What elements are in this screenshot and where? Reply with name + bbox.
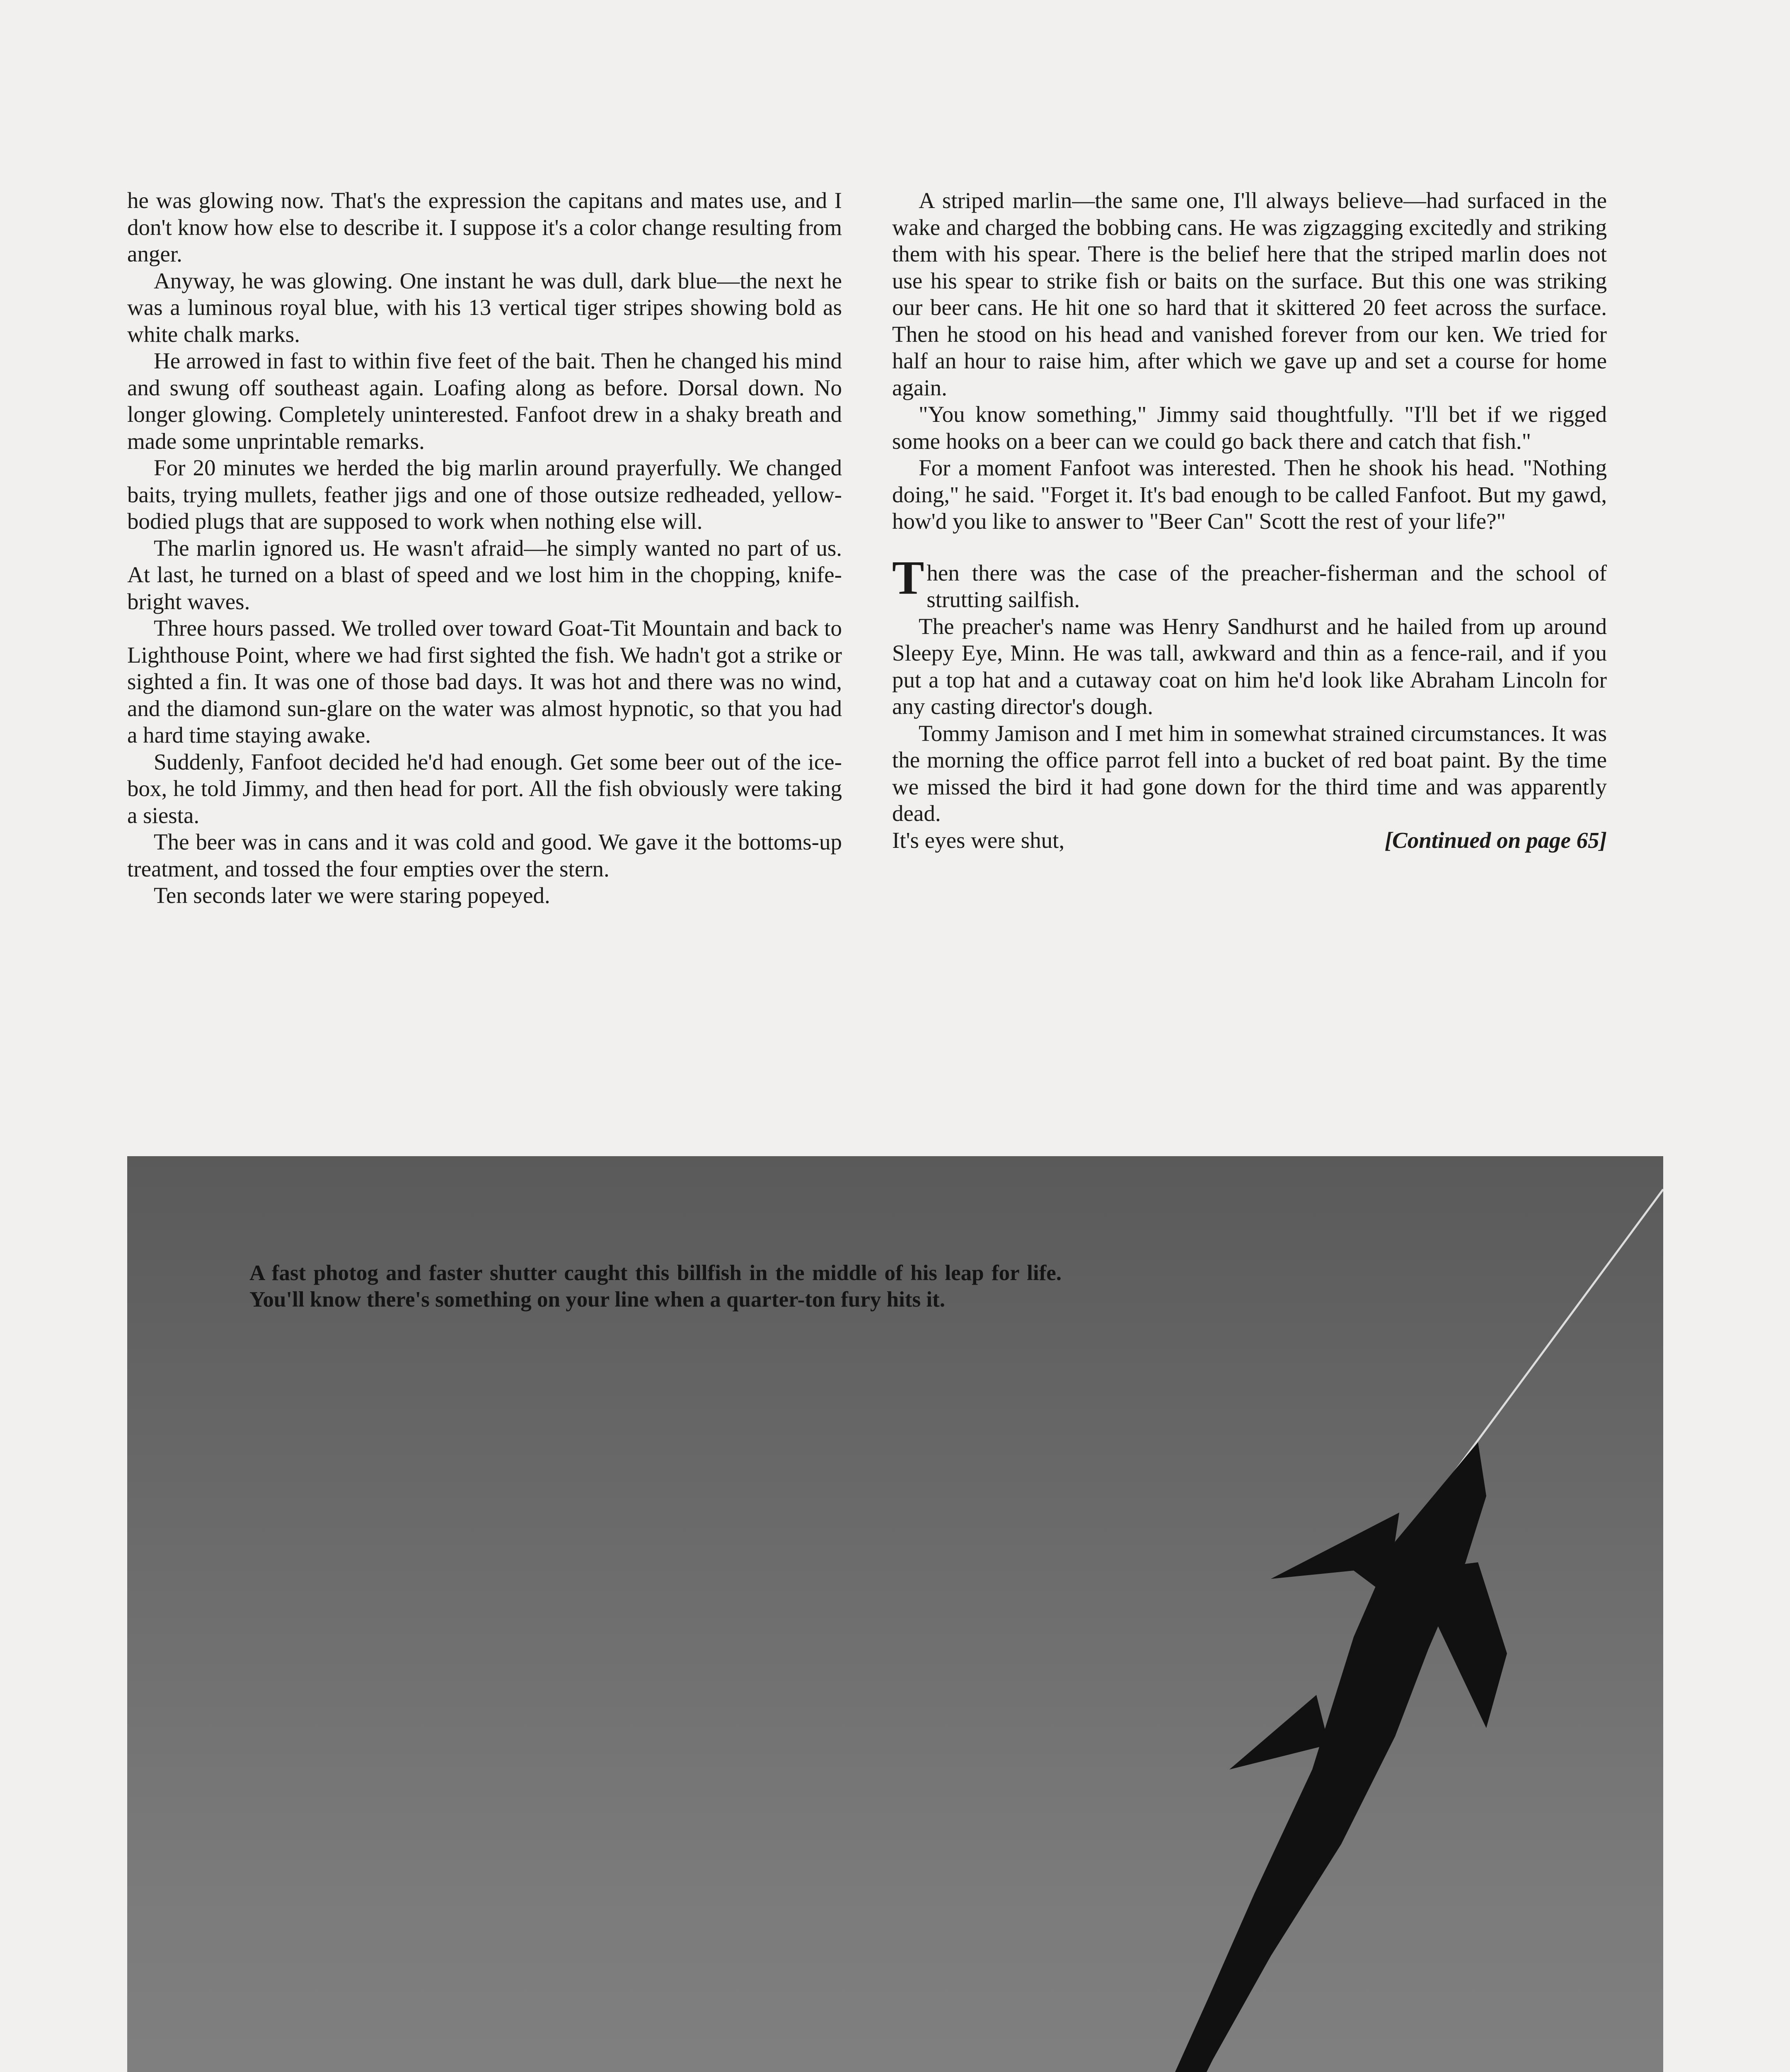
paragraph: Three hours passed. We trolled over toward Goat-Tit Mountain and back to Lighthouse Point, where we had first sighted the fish. We hadn't got a strike or sighted a fin. It was one of those bad days. It was hot and there was no wind, and the diamond sun-glare on the water was almost hypnotic, so that you had a hard time staying awake. <box>127 615 842 748</box>
paragraph: The preacher's name was Henry Sandhurst and he hailed from up around Sleepy Eye, Minn. He was tall, awkward and thin as a fence-rail, and if you put a top hat and a cutaway coat on him he'd look like Abraham Lincoln for any casting director's dough. <box>892 613 1607 719</box>
paragraph: For 20 minutes we herded the big marlin around prayerfully. We changed baits, trying mullets, feather jigs and one of those outsize redheaded, yellow-bodied plugs that are supposed to work when nothing else will. <box>127 455 842 534</box>
continued-line <box>892 827 1607 854</box>
section-opening-text: hen there was the case of the preacher-fisherman and the school of strutting sailfish. <box>926 560 1607 612</box>
paragraph: he was glowing now. That's the expression the capitans and mates use, and I don't know how else to describe it. I suppose it's a color change resulting from anger. <box>127 188 842 266</box>
last-line-text: It's eyes were shut, <box>892 827 1065 853</box>
paragraph: Anyway, he was glowing. One instant he was dull, dark blue—the next he was a luminous royal blue, with his 13 vertical tiger stripes showing bold as white chalk marks. <box>127 268 842 347</box>
paragraph: The marlin ignored us. He wasn't afraid—he simply wanted no part of us. At last, he turned on a blast of speed and we lost him in the chopping, knife-bright waves. <box>127 535 842 614</box>
paragraph: He arrowed in fast to within five feet of the bait. Then he changed his mind and swung off southeast again. Loafing along as before. Dorsal down. No longer glowing. Completely uninterested. Fanfoot drew in a shaky breath and made some unprintable remarks. <box>127 348 842 454</box>
continued-on-page: [Continued on page 65] <box>1384 827 1607 853</box>
paragraph: Ten seconds later we were staring popeyed. <box>154 883 550 908</box>
photo-caption: A fast photog and faster shutter caught this billfish in the middle of his leap for life. You'll know there's something on your line when a quarter-ton fury hits it. <box>249 1261 1062 1312</box>
paragraph: For a moment Fanfoot was interested. Then he shook his head. "Nothing doing," he said. "Forget it. It's bad enough to be called Fanfoot. But my gawd, how'd you like to answer to "Beer Can" Scott the rest of your life?" <box>892 455 1607 534</box>
paragraph: Suddenly, Fanfoot decided he'd had enough. Get some beer out of the ice-box, he told Jimmy, and then head for port. All the fish obviously were taking a siesta. <box>127 749 842 828</box>
drop-cap: T <box>892 551 924 605</box>
section-opening-paragraph <box>892 551 1607 613</box>
paragraph: Tommy Jamison and I met him in somewhat strained circumstances. It was the morning the office parrot fell into a bucket of red boat paint. By the time we missed the bird it had gone down for the third time and was apparently dead. <box>892 720 1607 826</box>
paragraph: "You know something," Jimmy said thoughtfully. "I'll bet if we rigged some hooks on a beer can we could go back there and catch that fish." <box>892 402 1607 454</box>
article-right-column <box>892 187 1607 854</box>
marlin-leap-photo <box>127 1156 1663 2072</box>
article-left-column <box>127 187 842 909</box>
paragraph: A striped marlin—the same one, I'll always believe—had surfaced in the wake and charged the bobbing cans. He was zigzagging excitedly and striking them with his spear. There is the belief here that the striped marlin does not use his spear to strike fish or baits on the surface. But this one was striking our beer cans. He hit one so hard that it skittered 20 feet across the surface. Then he stood on his head and vanished forever from our ken. We tried for half an hour to raise him, after which we gave up and set a course for home again. <box>892 188 1607 400</box>
paragraph: The beer was in cans and it was cold and good. We gave it the bottoms-up treatment, and tossed the four empties over the stern. <box>127 829 842 881</box>
